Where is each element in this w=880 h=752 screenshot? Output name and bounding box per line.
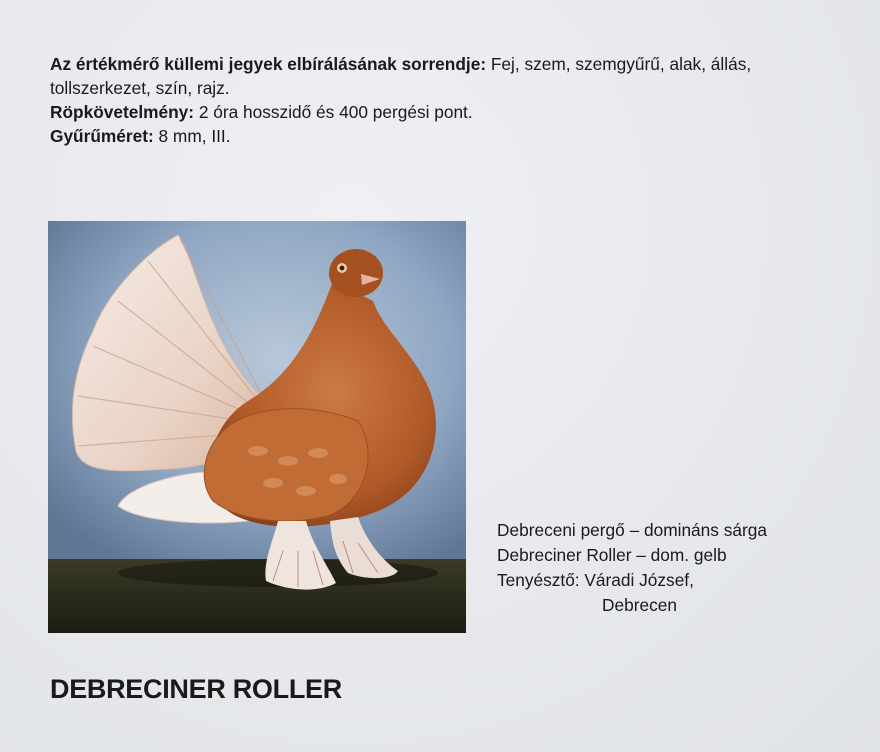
photo-caption <box>497 518 767 618</box>
ring-text: 8 mm, III. <box>153 126 231 146</box>
bird-pupil <box>340 266 345 271</box>
ring-paragraph <box>50 124 840 148</box>
caption-line-3: Tenyésztő: Váradi József, <box>497 570 694 590</box>
flight-label: Röpkövetelmény: <box>50 102 195 122</box>
page-title: DEBRECINER ROLLER <box>50 674 342 704</box>
caption-line-1: Debreceni pergő – domináns sárga <box>497 520 767 540</box>
flight-paragraph <box>50 100 840 124</box>
pigeon-photo <box>48 221 466 633</box>
caption-line-2: Debreciner Roller – dom. gelb <box>497 545 727 565</box>
caption-line-4: Debrecen <box>602 595 677 615</box>
bird-head <box>329 249 383 297</box>
ring-label: Gyűrűméret: <box>50 126 154 146</box>
criteria-text: Fej, szem, szemgyűrű, alak, állás, tollszerkezet, szín, rajz. <box>50 54 752 98</box>
pigeon-illustration <box>48 221 466 633</box>
intro-text <box>50 52 840 148</box>
criteria-paragraph <box>50 52 840 100</box>
flight-text: 2 óra hosszidő és 400 pergési pont. <box>194 102 473 122</box>
criteria-label: Az értékmérő küllemi jegyek elbírálásának sorrendje: <box>50 54 487 74</box>
